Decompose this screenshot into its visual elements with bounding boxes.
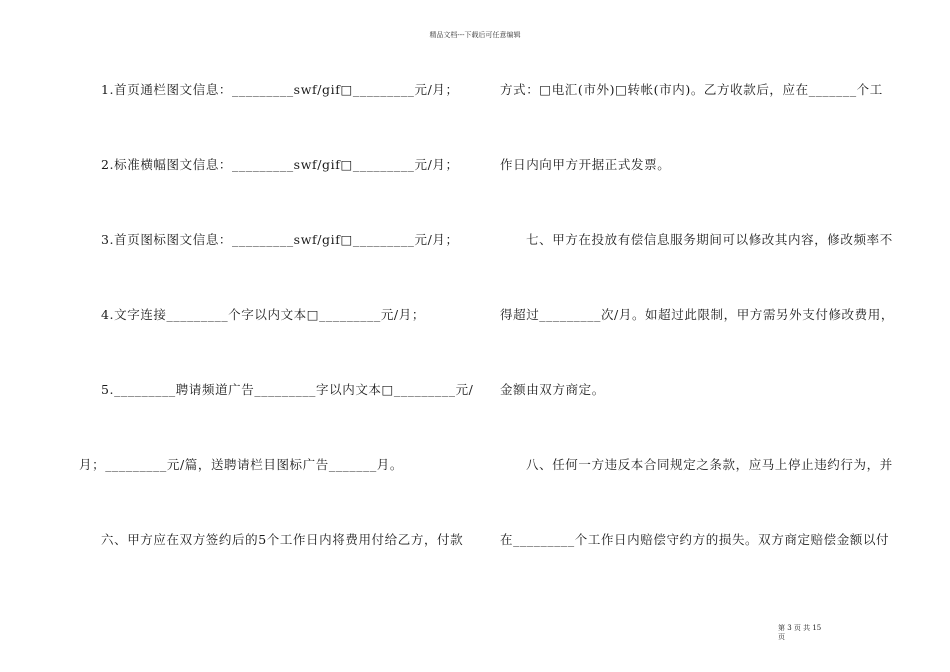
- text-line: 得超过_________次/月。如超过此限制，甲方需另外支付修改费用，: [500, 307, 894, 322]
- text-line: 六、甲方应在双方签约后的5个工作日内将费用付给乙方，付款: [101, 532, 464, 547]
- left-column: [79, 0, 499, 600]
- text-line: 金额由双方商定。: [500, 382, 605, 397]
- page-number: [778, 624, 821, 642]
- text-line: 八、任何一方违反本合同规定之条款，应马上停止违约行为，并: [526, 457, 893, 472]
- page-number-line2: 页: [778, 633, 785, 641]
- text-line: 4.文字连接_________个字以内文本□_________元/月；: [101, 307, 425, 322]
- text-line: 七、甲方在投放有偿信息服务期间可以修改其内容，修改频率不: [526, 232, 893, 247]
- text-line: 1.首页通栏图文信息：_________swf/gif□_________元/月；: [101, 82, 459, 97]
- text-line: 月；_________元/篇，送聘请栏目图标广告_______月。: [79, 457, 404, 472]
- page-number-line1: 第 3 页 共 15: [778, 624, 822, 632]
- text-line: 5._________聘请频道广告_________字以内文本□_________元/: [101, 382, 474, 397]
- text-line: 作日内向甲方开据正式发票。: [500, 157, 671, 172]
- text-line: 3.首页图标图文信息：_________swf/gif□_________元/月；: [101, 232, 459, 247]
- right-column: [500, 0, 894, 600]
- page-header: 精品文档---下载后可任意编辑: [429, 31, 521, 39]
- text-line: 方式：□电汇(市外)□转帐(市内)。乙方收款后，应在_______个工: [500, 82, 883, 97]
- text-line: 2.标准横幅图文信息：_________swf/gif□_________元/月；: [101, 157, 459, 172]
- text-line: 在_________个工作日内赔偿守约方的损失。双方商定赔偿金额以付: [500, 532, 890, 547]
